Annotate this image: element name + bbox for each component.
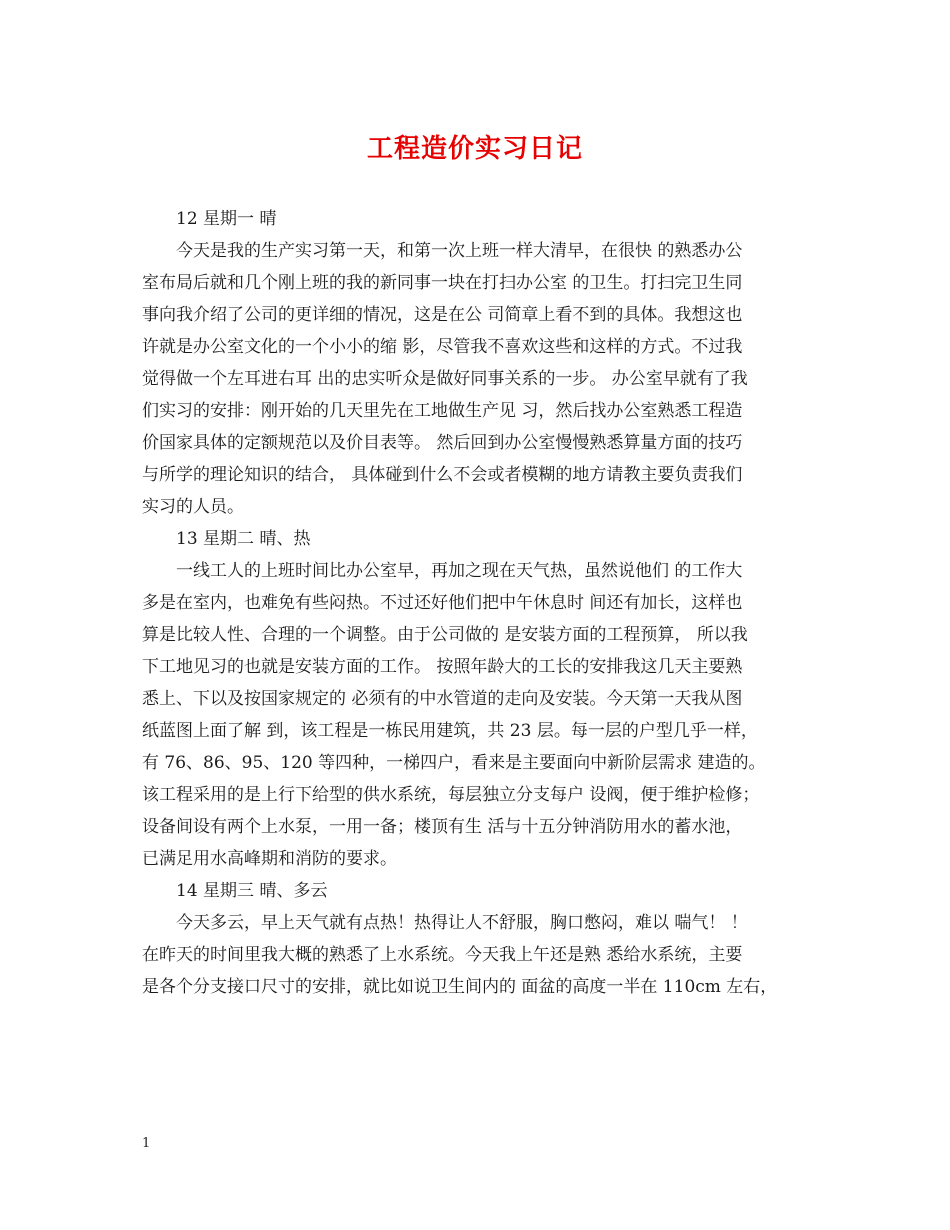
paragraph-line: 觉得做一个左耳进右耳 出的忠实听众是做好同事关系的一步。 办公室早就有了我 <box>142 369 748 389</box>
paragraph-line: 在昨天的时间里我大概的熟悉了上水系统。今天我上午还是熟 悉给水系统，主要 <box>142 945 743 965</box>
paragraph-line: 今天是我的生产实习第一天，和第一次上班一样大清早，在很快 的熟悉办公 <box>176 241 743 261</box>
paragraph-line: 价国家具体的定额规范以及价目表等。 然后回到办公室慢慢熟悉算量方面的技巧 <box>142 433 743 453</box>
paragraph-line: 们实习的安排：刚开始的几天里先在工地做生产见 习，然后找办公室熟悉工程造 <box>142 401 743 421</box>
paragraph-line: 纸蓝图上面了解 到，该工程是一栋民用建筑，共 23 层。每一层的户型几乎一样， <box>142 721 758 741</box>
paragraph-line: 已满足用水高峰期和消防的要求。 <box>142 849 397 869</box>
document-body <box>142 203 826 1003</box>
paragraph-line: 有 76、86、95、120 等四种，一梯四户，看来是主要面向中新阶层需求 建造的。 <box>142 753 766 773</box>
paragraph-line: 今天多云，早上天气就有点热！热得让人不舒服，胸口憋闷，难以 喘气！ ！ <box>176 913 748 933</box>
paragraph-line: 与所学的理论知识的结合， 具体碰到什么不会或者模糊的地方请教主要负责我们 <box>142 465 743 485</box>
paragraph-line: 许就是办公室文化的一个小小的缩 影，尽管我不喜欢这些和这样的方式。不过我 <box>142 337 743 357</box>
paragraph-line: 该工程采用的是上行下给型的供水系统，每层独立分支每户 设阀，便于维护检修； <box>142 785 760 805</box>
paragraph-line: 算是比较人性、合理的一个调整。由于公司做的 是安装方面的工程预算， 所以我 <box>142 625 748 645</box>
entry-heading: 13 星期二 晴、热 <box>176 529 311 549</box>
paragraph-line: 悉上、下以及按国家规定的 必须有的中水管道的走向及安装。今天第一天我从图 <box>142 689 743 709</box>
paragraph-line: 多是在室内，也难免有些闷热。不过还好他们把中午休息时 间还有加长，这样也 <box>142 593 743 613</box>
paragraph-line: 是各个分支接口尺寸的安排，就比如说卫生间内的 面盆的高度一半在 110cm 左右， <box>142 977 778 997</box>
document-title: 工程造价实习日记 <box>366 134 583 164</box>
paragraph-line: 一线工人的上班时间比办公室早，再加之现在天气热，虽然说他们 的工作大 <box>176 561 743 581</box>
paragraph-line: 设备间设有两个上水泵，一用一备；楼顶有生 活与十五分钟消防用水的蓄水池， <box>142 817 743 837</box>
entry-heading: 12 星期一 晴 <box>176 209 277 229</box>
page-number: 1 <box>142 1136 151 1151</box>
paragraph-line: 下工地见习的也就是安装方面的工作。 按照年龄大的工长的安排我这几天主要熟 <box>142 657 743 677</box>
paragraph-line: 室布局后就和几个刚上班的我的新同事一块在打扫办公室 的卫生。打扫完卫生同 <box>142 273 743 293</box>
paragraph-line: 事向我介绍了公司的更详细的情况，这是在公 司简章上看不到的具体。我想这也 <box>142 305 743 325</box>
entry-heading: 14 星期三 晴、多云 <box>176 881 328 901</box>
paragraph-line: 实习的人员。 <box>142 497 244 517</box>
